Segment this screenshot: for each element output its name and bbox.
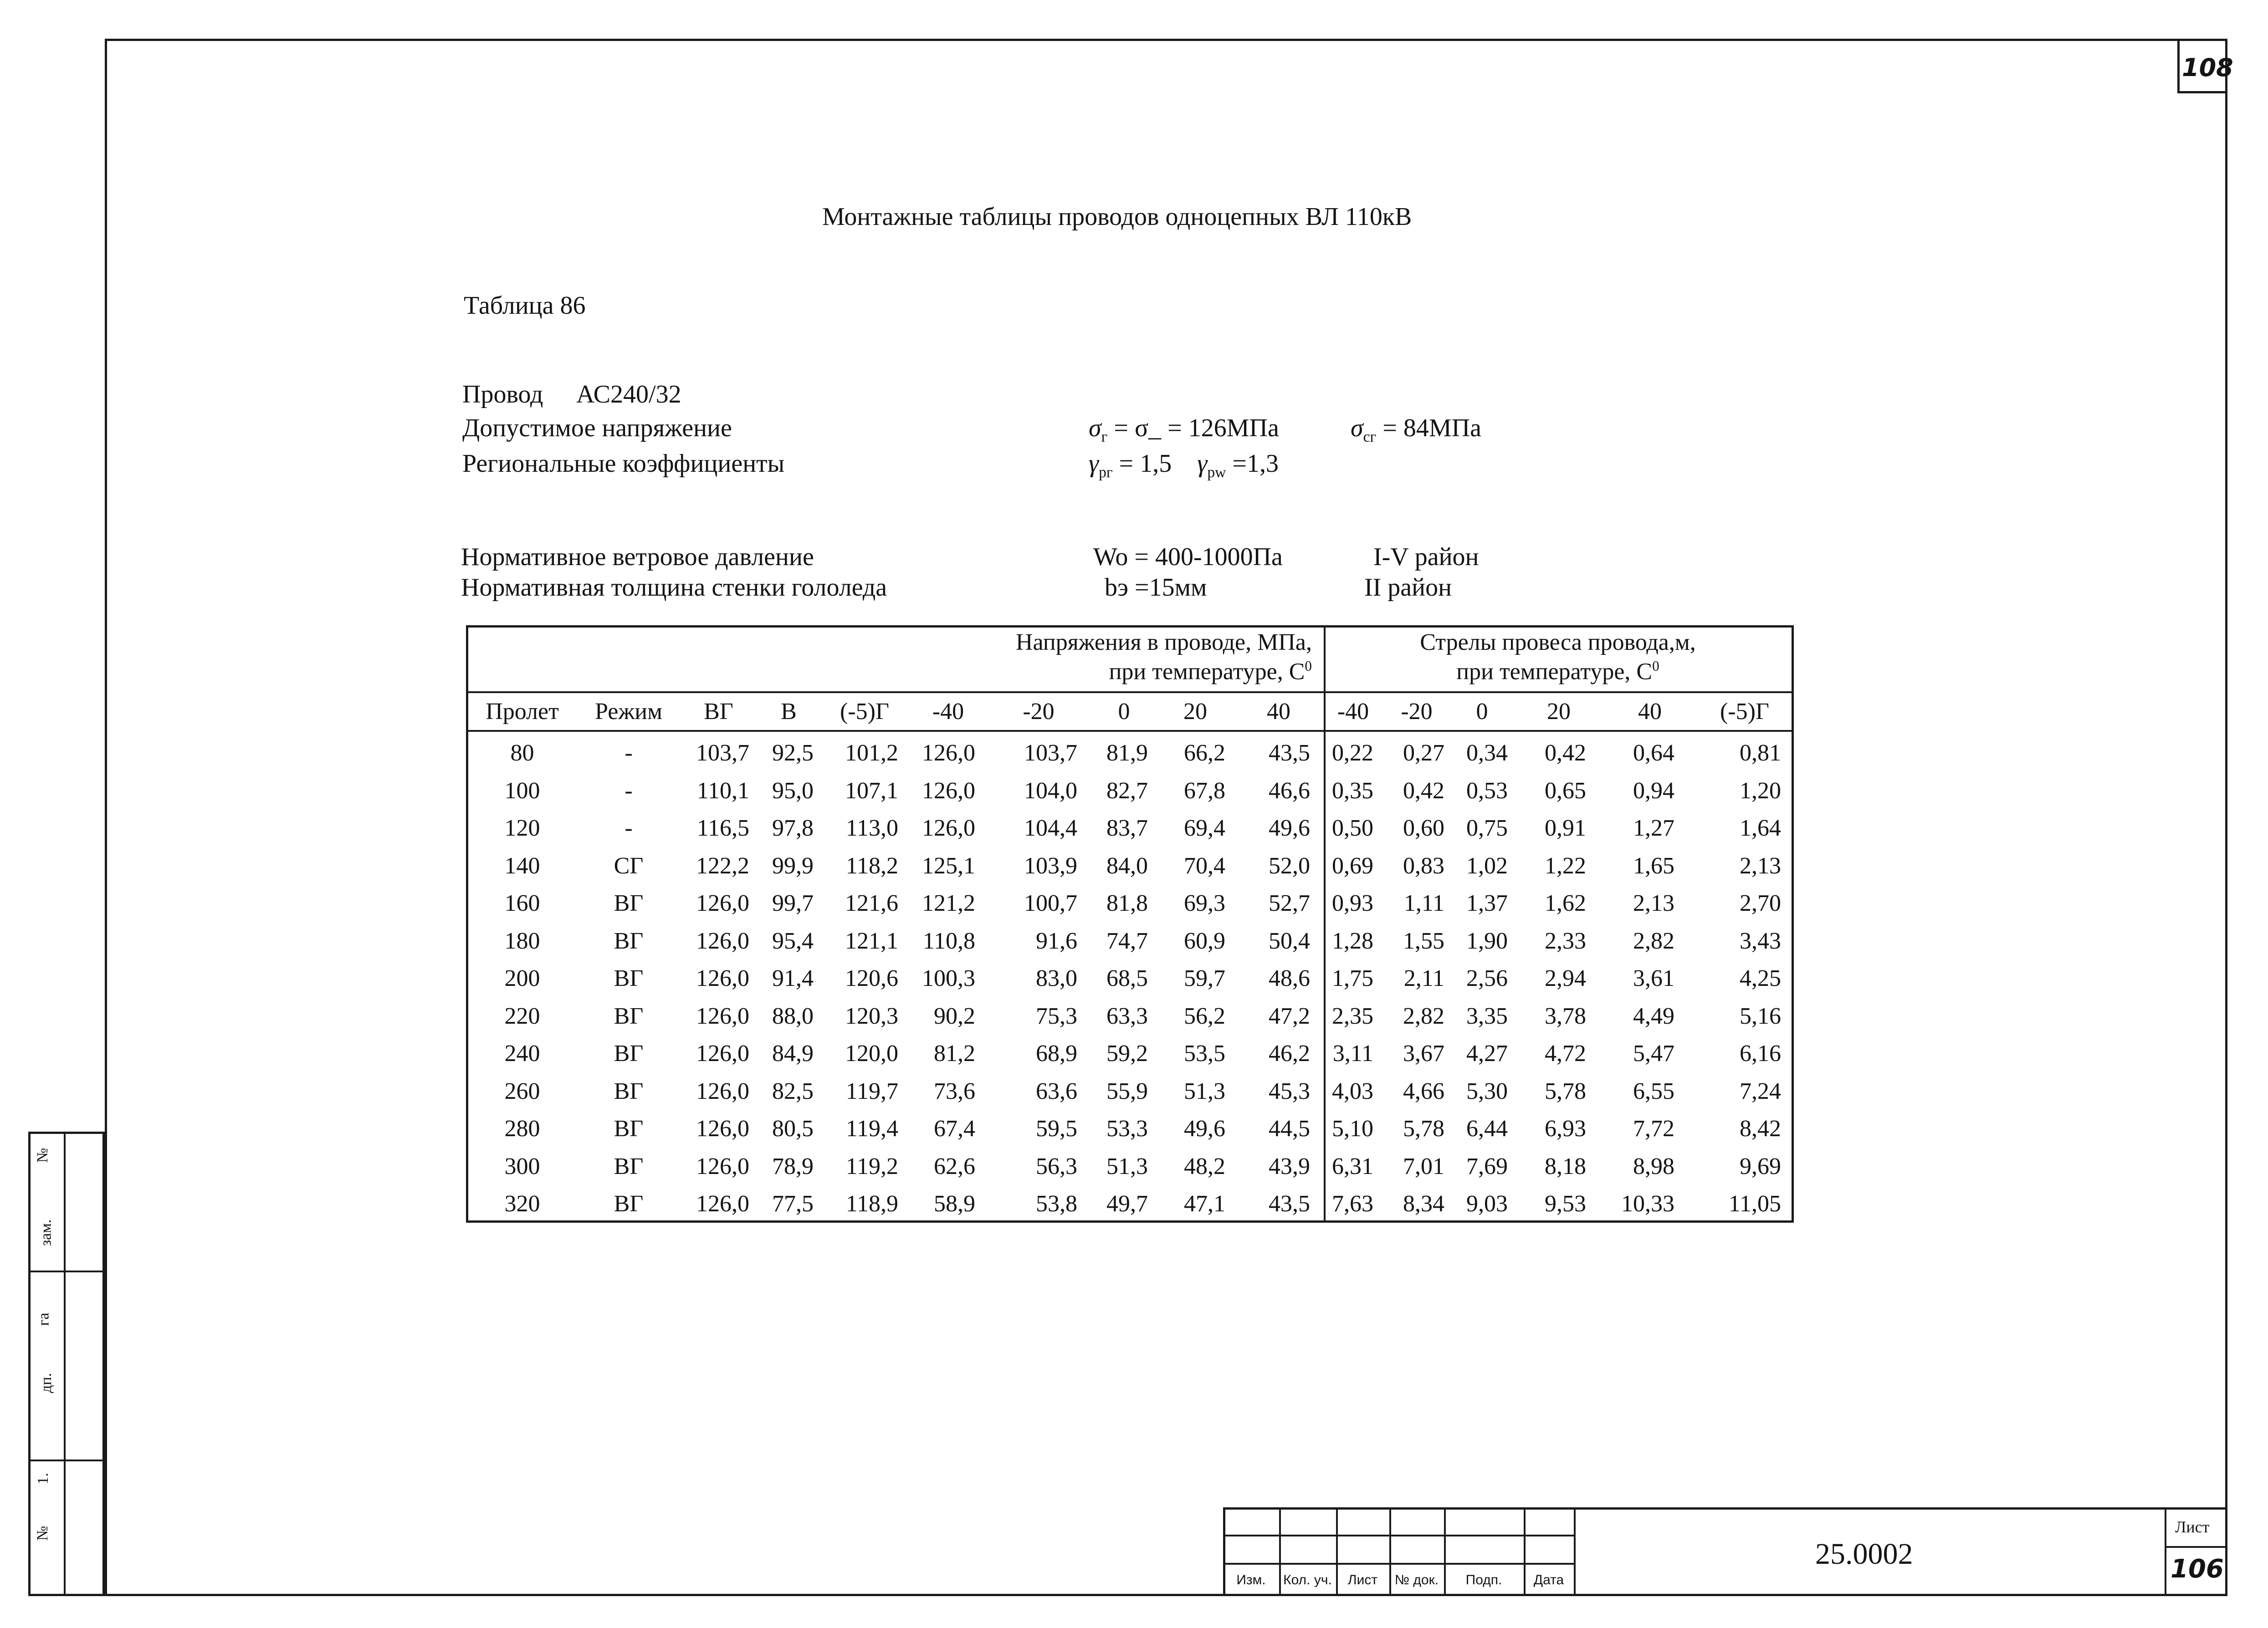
column-header-12: 0 bbox=[1476, 699, 1488, 725]
table-cell: 3,43 bbox=[1740, 928, 1781, 954]
stress-label: Допустимое напряжение bbox=[462, 414, 732, 442]
side-label-6: № bbox=[34, 1526, 51, 1541]
table-cell: 160 bbox=[504, 890, 540, 916]
sigma-symbol-2: σ bbox=[1351, 414, 1363, 442]
table-cell: 75,3 bbox=[1036, 1003, 1077, 1029]
stress-value: = σ_ = 126МПа bbox=[1107, 414, 1279, 442]
column-header-0: Пролет bbox=[486, 699, 559, 725]
table-cell: 0,42 bbox=[1545, 740, 1586, 766]
table-cell: 81,2 bbox=[934, 1041, 975, 1067]
table-cell: 0,35 bbox=[1332, 777, 1373, 804]
table-cell: 6,93 bbox=[1545, 1116, 1586, 1142]
table-cell: 82,5 bbox=[772, 1078, 814, 1104]
table-cell: 66,2 bbox=[1184, 740, 1225, 766]
stamp-label-3: № док. bbox=[1394, 1572, 1439, 1587]
table-cell: 0,65 bbox=[1545, 777, 1586, 804]
table-cell: 220 bbox=[504, 1003, 540, 1029]
table-cell: 104,0 bbox=[1024, 777, 1077, 804]
table-cell: 53,5 bbox=[1184, 1041, 1225, 1067]
group1-header-text: при температуре, С bbox=[1109, 658, 1305, 685]
stress-formula bbox=[1089, 415, 1279, 445]
table-cell: 126,0 bbox=[922, 815, 975, 841]
sigma-sub-2: сг bbox=[1363, 429, 1377, 446]
table-cell: 1,64 bbox=[1740, 815, 1781, 841]
table-cell: 121,6 bbox=[845, 890, 898, 916]
table-cell: 60,9 bbox=[1184, 928, 1225, 954]
group1-header-sup: 0 bbox=[1305, 658, 1312, 674]
table-cell: 59,5 bbox=[1036, 1116, 1077, 1142]
table-cell: 49,6 bbox=[1269, 815, 1310, 841]
table-cell: 52,0 bbox=[1269, 852, 1310, 879]
stamp-sheet-divider bbox=[2165, 1507, 2166, 1596]
table-cell: 5,30 bbox=[1466, 1078, 1508, 1104]
table-cell: 68,9 bbox=[1036, 1041, 1077, 1067]
stamp-label-5: Дата bbox=[1533, 1572, 1564, 1587]
table-cell: 2,13 bbox=[1740, 852, 1781, 879]
column-header-6: -20 bbox=[1023, 699, 1055, 725]
table-cell: 113,0 bbox=[845, 815, 898, 841]
table-cell: 5,16 bbox=[1740, 1003, 1781, 1029]
table-cell: 107,1 bbox=[845, 777, 898, 804]
page-number-handwritten: 108 bbox=[2182, 53, 2233, 82]
table-cell: 80,5 bbox=[772, 1116, 814, 1142]
column-header-5: -40 bbox=[932, 699, 964, 725]
table-cell: 118,2 bbox=[845, 852, 898, 879]
coef-formula bbox=[1089, 451, 1279, 480]
wind-label: Нормативное ветровое давление bbox=[461, 543, 814, 571]
table-cell: 48,6 bbox=[1269, 965, 1310, 991]
table-cell: ВГ bbox=[614, 965, 644, 991]
stress-formula-2 bbox=[1351, 415, 1481, 445]
table-cell: 63,6 bbox=[1036, 1078, 1077, 1104]
stamp-label-1: Кол. уч. bbox=[1283, 1572, 1332, 1587]
table-cell: 56,3 bbox=[1036, 1153, 1077, 1179]
table-cell: 82,7 bbox=[1106, 777, 1148, 804]
table-cell: 101,2 bbox=[845, 740, 898, 766]
ice-label: Нормативная толщина стенки гололеда bbox=[461, 573, 887, 602]
table-cell: 6,31 bbox=[1332, 1153, 1373, 1179]
table-cell: 3,67 bbox=[1403, 1041, 1444, 1067]
table-cell: 1,28 bbox=[1332, 928, 1373, 954]
group2-header-line2 bbox=[1326, 659, 1790, 684]
table-cell: 69,3 bbox=[1184, 890, 1225, 916]
table-cell: ВГ bbox=[614, 1003, 644, 1029]
table-cell: 126,0 bbox=[696, 1041, 749, 1067]
table-cell: 2,11 bbox=[1403, 965, 1444, 991]
stamp-label-0: Изм. bbox=[1236, 1572, 1266, 1587]
table-cell: 100,7 bbox=[1024, 890, 1077, 916]
table-cell: 0,81 bbox=[1740, 740, 1781, 766]
stamp-label-4: Подп. bbox=[1465, 1572, 1502, 1587]
table-cell: 0,53 bbox=[1466, 777, 1508, 804]
table-cell: 180 bbox=[504, 928, 540, 954]
table-cell: 0,50 bbox=[1332, 815, 1373, 841]
table-cell: 126,0 bbox=[696, 1078, 749, 1104]
table-cell: 92,5 bbox=[772, 740, 814, 766]
stamp-row-1 bbox=[1223, 1535, 1574, 1536]
table-cell: - bbox=[625, 777, 633, 804]
table-cell: 52,7 bbox=[1269, 890, 1310, 916]
ice-value: bэ =15мм bbox=[1105, 573, 1207, 602]
table-cell: ВГ bbox=[614, 928, 644, 954]
table-cell: 74,7 bbox=[1106, 928, 1148, 954]
column-header-1: Режим bbox=[595, 699, 662, 725]
table-cell: 88,0 bbox=[772, 1003, 814, 1029]
table-cell: 4,27 bbox=[1466, 1041, 1508, 1067]
table-cell: ВГ bbox=[614, 1078, 644, 1104]
table-cell: 103,9 bbox=[1024, 852, 1077, 879]
table-cell: 116,5 bbox=[696, 815, 749, 841]
table-cell: 320 bbox=[504, 1191, 540, 1217]
table-cell: 2,13 bbox=[1633, 890, 1674, 916]
column-header-11: -20 bbox=[1401, 699, 1433, 725]
table-cell: 95,4 bbox=[772, 928, 814, 954]
table-cell: 91,4 bbox=[772, 965, 814, 991]
column-header-9: 40 bbox=[1267, 699, 1290, 725]
table-cell: 6,16 bbox=[1740, 1041, 1781, 1067]
table-cell: 0,75 bbox=[1466, 815, 1508, 841]
table-cell: 103,7 bbox=[696, 740, 749, 766]
table-cell: 99,7 bbox=[772, 890, 814, 916]
gamma-symbol-2: γ bbox=[1197, 449, 1208, 478]
table-cell: 59,7 bbox=[1184, 965, 1225, 991]
table-cell: 1,90 bbox=[1466, 928, 1508, 954]
sigma-sub: г bbox=[1101, 429, 1108, 446]
column-header-8: 20 bbox=[1183, 699, 1207, 725]
table-cell: 8,98 bbox=[1633, 1153, 1674, 1179]
side-strip-row-2 bbox=[28, 1460, 105, 1461]
table-cell: 126,0 bbox=[696, 965, 749, 991]
side-label-5: 1. bbox=[34, 1473, 51, 1485]
table-cell: 3,11 bbox=[1332, 1041, 1373, 1067]
table-cell: 119,2 bbox=[845, 1153, 898, 1179]
table-cell: 1,20 bbox=[1740, 777, 1781, 804]
table-cell: 67,4 bbox=[934, 1116, 975, 1142]
table-cell: - bbox=[625, 815, 633, 841]
table-cell: 55,9 bbox=[1106, 1078, 1148, 1104]
table-cell: 43,5 bbox=[1269, 740, 1310, 766]
table-cell: ВГ bbox=[614, 1116, 644, 1142]
table-cell: 2,56 bbox=[1466, 965, 1508, 991]
table-label: Таблица 86 bbox=[464, 291, 586, 320]
table-cell: 80 bbox=[510, 740, 534, 766]
table-cell: 7,24 bbox=[1740, 1078, 1781, 1104]
table-cell: 5,47 bbox=[1633, 1041, 1674, 1067]
table-cell: 126,0 bbox=[696, 1003, 749, 1029]
table-cell: 9,03 bbox=[1466, 1191, 1508, 1217]
column-header-4: (-5)Г bbox=[840, 699, 889, 725]
stamp-sheet-row bbox=[2165, 1546, 2227, 1548]
table-cell: 126,0 bbox=[696, 890, 749, 916]
table-cell: 56,2 bbox=[1184, 1003, 1225, 1029]
table-cell: СГ bbox=[614, 852, 644, 879]
table-cell: 2,70 bbox=[1740, 890, 1781, 916]
table-cell: - bbox=[625, 740, 633, 766]
table-cell: 125,1 bbox=[922, 852, 975, 879]
table-cell: 58,9 bbox=[934, 1191, 975, 1217]
table-cell: 67,8 bbox=[1184, 777, 1225, 804]
table-cell: 78,9 bbox=[772, 1153, 814, 1179]
group2-header-text: при температуре, С bbox=[1456, 658, 1653, 685]
table-cell: 200 bbox=[504, 965, 540, 991]
table-cell: 49,6 bbox=[1184, 1116, 1225, 1142]
table-cell: 7,69 bbox=[1466, 1153, 1508, 1179]
table-cell: 0,94 bbox=[1633, 777, 1674, 804]
table-cell: 0,69 bbox=[1332, 852, 1373, 879]
table-cell: 46,6 bbox=[1269, 777, 1310, 804]
table-cell: 0,64 bbox=[1633, 740, 1674, 766]
stamp-main-divider bbox=[1574, 1507, 1576, 1596]
table-cell: 260 bbox=[504, 1078, 540, 1104]
table-cell: 1,55 bbox=[1403, 928, 1444, 954]
table-cell: 4,03 bbox=[1332, 1078, 1373, 1104]
table-cell: 3,35 bbox=[1466, 1003, 1508, 1029]
column-header-13: 20 bbox=[1547, 699, 1571, 725]
table-cell: 5,78 bbox=[1545, 1078, 1586, 1104]
table-cell: 70,4 bbox=[1184, 852, 1225, 879]
table-cell: 126,0 bbox=[696, 1153, 749, 1179]
coef-label: Региональные коэффициенты bbox=[462, 449, 785, 478]
table-cell: 120 bbox=[504, 815, 540, 841]
table-cell: 83,7 bbox=[1106, 815, 1148, 841]
table-cell: 48,2 bbox=[1184, 1153, 1225, 1179]
table-cell: 100,3 bbox=[922, 965, 975, 991]
table-cell: 51,3 bbox=[1184, 1078, 1225, 1104]
table-cell: 50,4 bbox=[1269, 928, 1310, 954]
table-cell: 10,33 bbox=[1621, 1191, 1674, 1217]
gamma-value: = 1,5 bbox=[1112, 449, 1172, 478]
group2-header-line1: Стрелы провеса провода,м, bbox=[1420, 629, 1696, 655]
table-cell: 2,82 bbox=[1403, 1003, 1444, 1029]
table-cell: 1,37 bbox=[1466, 890, 1508, 916]
table-cell: 1,11 bbox=[1403, 890, 1444, 916]
table-cell: 122,2 bbox=[696, 852, 749, 879]
stamp-label-2: Лист bbox=[1347, 1572, 1378, 1587]
table-cell: 8,18 bbox=[1545, 1153, 1586, 1179]
table-cell: 0,83 bbox=[1403, 852, 1444, 879]
table-cell: 119,7 bbox=[845, 1078, 898, 1104]
side-label-4: дп. bbox=[38, 1373, 55, 1393]
table-cell: 119,4 bbox=[845, 1116, 898, 1142]
table-cell: 280 bbox=[504, 1116, 540, 1142]
side-label-3: га bbox=[35, 1312, 52, 1326]
table-cell: 1,02 bbox=[1466, 852, 1508, 879]
column-header-14: 40 bbox=[1638, 699, 1662, 725]
table-cell: 2,82 bbox=[1633, 928, 1674, 954]
side-strip-row-1 bbox=[28, 1271, 105, 1272]
table-cell: 6,44 bbox=[1466, 1116, 1508, 1142]
table-cell: 46,2 bbox=[1269, 1041, 1310, 1067]
table-cell: 0,91 bbox=[1545, 815, 1586, 841]
table-cell: 7,63 bbox=[1332, 1191, 1373, 1217]
page-title: Монтажные таблицы проводов одноцепных ВЛ 110кВ bbox=[822, 203, 1412, 231]
column-header-15: (-5)Г bbox=[1720, 699, 1769, 725]
wind-value: Wo = 400-1000Па bbox=[1093, 543, 1283, 571]
sigma-symbol: σ bbox=[1089, 414, 1101, 442]
gamma-sub-2: pw bbox=[1207, 464, 1226, 481]
table-cell: 120,0 bbox=[845, 1041, 898, 1067]
table-cell: 126,0 bbox=[696, 1191, 749, 1217]
table-cell: 45,3 bbox=[1269, 1078, 1310, 1104]
table-cell: 44,5 bbox=[1269, 1116, 1310, 1142]
table-cell: 140 bbox=[504, 852, 540, 879]
group1-header-line2 bbox=[774, 659, 1321, 684]
table-cell: 2,35 bbox=[1332, 1003, 1373, 1029]
table-cell: 0,60 bbox=[1403, 815, 1444, 841]
table-cell: 7,01 bbox=[1403, 1153, 1444, 1179]
gamma-sub: рг bbox=[1099, 464, 1113, 481]
table-cell: 126,0 bbox=[696, 928, 749, 954]
table-cell: 126,0 bbox=[922, 777, 975, 804]
column-header-2: ВГ bbox=[704, 699, 733, 725]
table-cell: 3,78 bbox=[1545, 1003, 1586, 1029]
table-cell: 6,55 bbox=[1633, 1078, 1674, 1104]
table-cell: 0,22 bbox=[1332, 740, 1373, 766]
table-cell: 103,7 bbox=[1024, 740, 1077, 766]
table-cell: 4,25 bbox=[1740, 965, 1781, 991]
side-label-1: № bbox=[34, 1148, 51, 1163]
gamma-value-2: =1,3 bbox=[1226, 449, 1279, 478]
table-cell: 121,1 bbox=[845, 928, 898, 954]
side-label-2: зам. bbox=[37, 1219, 55, 1246]
table-cell: 83,0 bbox=[1036, 965, 1077, 991]
table-cell: 97,8 bbox=[772, 815, 814, 841]
wire-value: АС240/32 bbox=[576, 380, 681, 408]
table-cell: 53,3 bbox=[1106, 1116, 1148, 1142]
table-cell: 11,05 bbox=[1728, 1191, 1781, 1217]
table-cell: 81,8 bbox=[1106, 890, 1148, 916]
table-cell: 1,75 bbox=[1332, 965, 1373, 991]
table-cell: 1,22 bbox=[1545, 852, 1586, 879]
table-cell: 4,66 bbox=[1403, 1078, 1444, 1104]
table-cell: 4,72 bbox=[1545, 1041, 1586, 1067]
stamp-row-2 bbox=[1223, 1563, 1574, 1565]
table-cell: 1,62 bbox=[1545, 890, 1586, 916]
table-cell: 68,5 bbox=[1106, 965, 1148, 991]
table-cell: 300 bbox=[504, 1153, 540, 1179]
table-body-divider bbox=[466, 730, 1794, 732]
table-cell: 240 bbox=[504, 1041, 540, 1067]
table-cell: 8,42 bbox=[1740, 1116, 1781, 1142]
table-cell: 0,93 bbox=[1332, 890, 1373, 916]
table-cell: 91,6 bbox=[1036, 928, 1077, 954]
table-cell: 9,53 bbox=[1545, 1191, 1586, 1217]
sheet-number-handwritten: 106 bbox=[2171, 1554, 2224, 1584]
table-cell: 62,6 bbox=[934, 1153, 975, 1179]
table-cell: 0,42 bbox=[1403, 777, 1444, 804]
table-cell: 0,27 bbox=[1403, 740, 1444, 766]
table-cell: 49,7 bbox=[1106, 1191, 1148, 1217]
table-cell: 4,49 bbox=[1633, 1003, 1674, 1029]
table-cell: 43,5 bbox=[1269, 1191, 1310, 1217]
table-cell: 51,3 bbox=[1106, 1153, 1148, 1179]
table-cell: 3,61 bbox=[1633, 965, 1674, 991]
table-cell: 59,2 bbox=[1106, 1041, 1148, 1067]
table-cell: 2,33 bbox=[1545, 928, 1586, 954]
table-cell: 104,4 bbox=[1024, 815, 1077, 841]
table-cell: 2,94 bbox=[1545, 965, 1586, 991]
table-cell: 95,0 bbox=[772, 777, 814, 804]
wire-label: Провод bbox=[462, 380, 543, 408]
table-cell: 53,8 bbox=[1036, 1191, 1077, 1217]
table-cell: 120,6 bbox=[845, 965, 898, 991]
gamma-symbol: γ bbox=[1089, 449, 1099, 478]
wind-region: I-V район bbox=[1373, 543, 1479, 571]
table-cell: 9,69 bbox=[1740, 1153, 1781, 1179]
table-cell: 126,0 bbox=[922, 740, 975, 766]
table-cell: 110,8 bbox=[922, 928, 975, 954]
table-cell: 90,2 bbox=[934, 1003, 975, 1029]
group2-header-sup: 0 bbox=[1652, 658, 1659, 674]
table-cell: 1,65 bbox=[1633, 852, 1674, 879]
table-cell: 73,6 bbox=[934, 1078, 975, 1104]
side-strip-divider bbox=[64, 1132, 66, 1596]
table-cell: 100 bbox=[504, 777, 540, 804]
table-cell: 121,2 bbox=[922, 890, 975, 916]
table-cell: 84,9 bbox=[772, 1041, 814, 1067]
table-cell: 1,27 bbox=[1633, 815, 1674, 841]
table-cell: 69,4 bbox=[1184, 815, 1225, 841]
table-cell: 126,0 bbox=[696, 1116, 749, 1142]
document-code: 25.0002 bbox=[1815, 1537, 1913, 1571]
table-cell: 120,3 bbox=[845, 1003, 898, 1029]
table-cell: 5,78 bbox=[1403, 1116, 1444, 1142]
table-cell: ВГ bbox=[614, 1041, 644, 1067]
table-cell: ВГ bbox=[614, 890, 644, 916]
table-cell: 7,72 bbox=[1633, 1116, 1674, 1142]
ice-region: II район bbox=[1364, 573, 1452, 602]
table-cell: 5,10 bbox=[1332, 1116, 1373, 1142]
table-cell: 0,34 bbox=[1466, 740, 1508, 766]
table-cell: 63,3 bbox=[1106, 1003, 1148, 1029]
table-cell: ВГ bbox=[614, 1153, 644, 1179]
table-cell: 84,0 bbox=[1106, 852, 1148, 879]
table-cell: 81,9 bbox=[1106, 740, 1148, 766]
table-cell: ВГ bbox=[614, 1191, 644, 1217]
table-header-divider bbox=[466, 691, 1794, 693]
table-cell: 47,2 bbox=[1269, 1003, 1310, 1029]
column-header-10: -40 bbox=[1337, 699, 1369, 725]
column-header-7: 0 bbox=[1118, 699, 1130, 725]
table-cell: 118,9 bbox=[845, 1191, 898, 1217]
sheet-label: Лист bbox=[2175, 1518, 2210, 1536]
stress-value-2: = 84МПа bbox=[1376, 414, 1481, 442]
table-cell: 110,1 bbox=[696, 777, 749, 804]
table-cell: 47,1 bbox=[1184, 1191, 1225, 1217]
table-cell: 8,34 bbox=[1403, 1191, 1444, 1217]
table-cell: 43,9 bbox=[1269, 1153, 1310, 1179]
table-cell: 99,9 bbox=[772, 852, 814, 879]
group1-header-line1: Напряжения в проводе, МПа, bbox=[1015, 629, 1312, 655]
column-header-3: В bbox=[781, 699, 797, 725]
table-cell: 77,5 bbox=[772, 1191, 814, 1217]
